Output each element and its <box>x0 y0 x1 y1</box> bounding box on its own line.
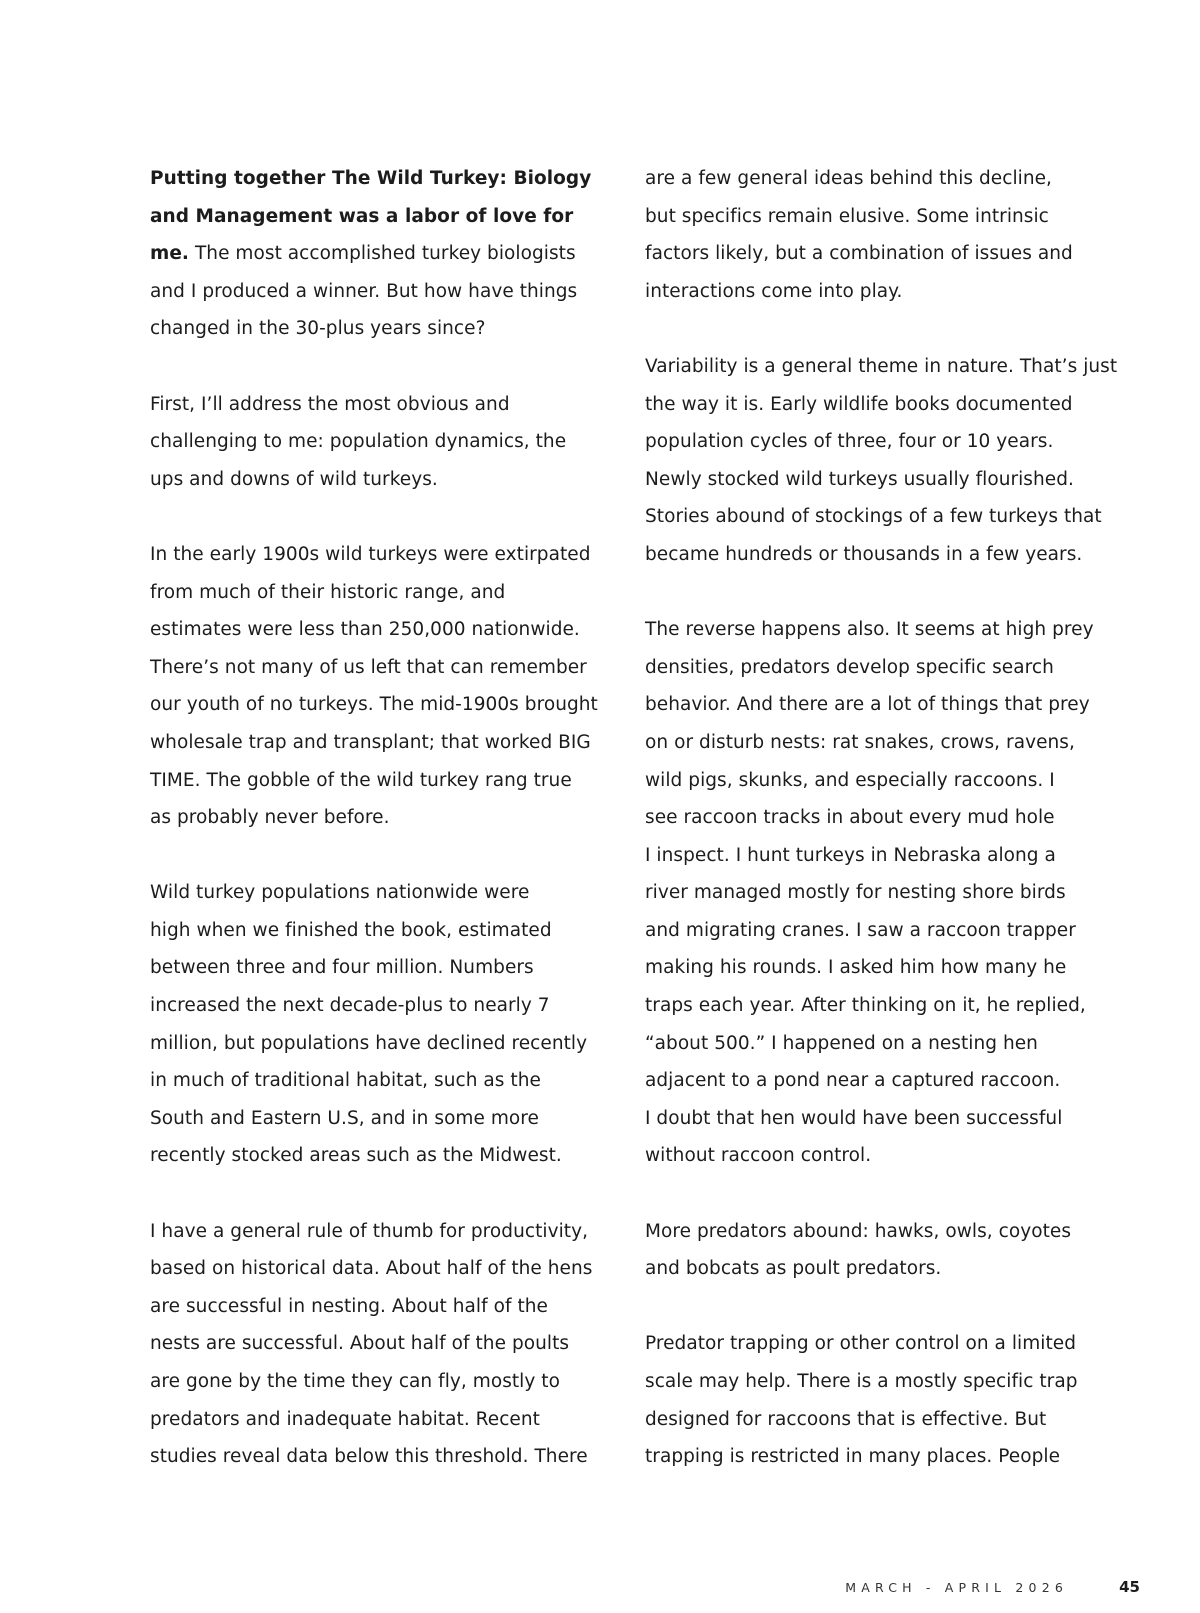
paragraph <box>150 536 602 837</box>
text-line: challenging to me: population dynamics, the <box>150 431 567 453</box>
text-line: nests are successful. About half of the poults <box>150 1333 570 1355</box>
intro-line-2 <box>150 198 602 236</box>
text-line: in much of traditional habitat, such as the <box>150 1070 541 1092</box>
text-line: without raccoon control. <box>645 1145 872 1167</box>
text-line: Variability is a general theme in nature. That’s just <box>645 355 1118 377</box>
lead-suffix-2: me. <box>150 243 190 265</box>
text-line: on or disturb nests: rat snakes, crows, ravens, <box>645 731 1075 753</box>
text-line: as probably never before. <box>150 807 390 829</box>
text-line: studies reveal data below this threshold. There <box>150 1446 588 1468</box>
text-line: traps each year. After thinking on it, he replied, <box>645 995 1086 1017</box>
paragraph <box>645 611 1105 1175</box>
text-line: Newly stocked wild turkeys usually flourished. <box>645 468 1074 490</box>
text-line: increased the next decade-plus to nearly 7 <box>150 995 550 1017</box>
page-footer <box>600 1580 1140 1606</box>
text-line: wholesale trap and transplant; that worked BIG <box>150 731 591 753</box>
paragraph <box>150 386 602 499</box>
text-line: are a few general ideas behind this decline, <box>645 168 1052 189</box>
text-line: The reverse happens also. It seems at high prey <box>645 619 1094 641</box>
text-line: the way it is. Early wildlife books documented <box>645 393 1073 415</box>
text-line: but specifics remain elusive. Some intrinsic <box>645 205 1049 227</box>
text-line: In the early 1900s wild turkeys were extirpated <box>150 543 591 565</box>
text-line: making his rounds. I asked him how many he <box>645 957 1067 979</box>
book-title-part-2: and Management <box>150 205 333 227</box>
text-line: became hundreds or thousands in a few years. <box>645 543 1083 565</box>
text-line: predators and inadequate habitat. Recent <box>150 1408 540 1430</box>
text-line: are successful in nesting. About half of the <box>150 1295 548 1317</box>
text-line: million, but populations have declined recently <box>150 1032 588 1054</box>
text-line: and migrating cranes. I saw a raccoon trapper <box>645 919 1076 941</box>
paragraph <box>150 874 602 1175</box>
intro-line-1 <box>150 160 602 198</box>
text-line: and bobcats as poult predators. <box>645 1258 942 1280</box>
text-line: densities, predators develop specific search <box>645 656 1054 678</box>
text-line: “about 500.” I happened on a nesting hen <box>645 1032 1038 1054</box>
text-line: between three and four million. Numbers <box>150 957 534 979</box>
text-line: I inspect. I hunt turkeys in Nebraska along a <box>645 844 1056 866</box>
text-line: population cycles of three, four or 10 years. <box>645 431 1054 453</box>
intro-line-4: and I produced a winner. But how have things <box>150 280 578 302</box>
text-line: recently stocked areas such as the Midwest. <box>150 1145 562 1167</box>
intro-text-1: The most accomplished turkey biologists <box>189 243 576 265</box>
paragraph <box>645 1213 1105 1288</box>
paragraph <box>150 1213 602 1476</box>
intro-paragraph <box>150 160 602 348</box>
text-line: Stories abound of stockings of a few turkeys that <box>645 506 1102 528</box>
right-column <box>645 160 1118 1476</box>
book-title-part-1: The Wild Turkey: Biology <box>331 168 592 189</box>
issue-date: MARCH - APRIL 2026 <box>845 1580 1068 1595</box>
lead-suffix-1: was a labor of love for <box>332 205 574 227</box>
text-line: scale may help. There is a mostly specific trap <box>645 1371 1078 1392</box>
text-line: South and Eastern U.S, and in some more <box>150 1107 539 1129</box>
text-line: behavior. And there are a lot of things that prey <box>645 694 1090 716</box>
text-line: estimates were less than 250,000 nationwide. <box>150 619 580 641</box>
text-line: ups and downs of wild turkeys. <box>150 468 438 490</box>
text-line: factors likely, but a combination of issues and <box>645 243 1073 265</box>
text-line: interactions come into play. <box>645 280 903 302</box>
text-line: river managed mostly for nesting shore birds <box>645 882 1066 904</box>
text-line: TIME. The gobble of the wild turkey rang true <box>150 769 572 791</box>
paragraph <box>645 1325 1105 1475</box>
text-line: designed for raccoons that is effective. But <box>645 1408 1047 1430</box>
lead-prefix: Putting together <box>150 168 332 189</box>
text-line: trapping is restricted in many places. People <box>645 1446 1061 1468</box>
paragraph <box>645 348 1118 574</box>
text-line: Wild turkey populations nationwide were <box>150 882 530 904</box>
text-line: wild pigs, skunks, and especially raccoons. I <box>645 769 1055 791</box>
text-line: high when we finished the book, estimated <box>150 919 552 941</box>
text-line: I have a general rule of thumb for productivity, <box>150 1220 588 1242</box>
text-line: based on historical data. About half of the hens <box>150 1258 593 1280</box>
text-line: There’s not many of us left that can remember <box>150 656 587 678</box>
text-line: are gone by the time they can fly, mostly to <box>150 1371 560 1392</box>
text-line: More predators abound: hawks, owls, coyotes <box>645 1220 1072 1242</box>
paragraph <box>645 160 1105 310</box>
text-line: our youth of no turkeys. The mid-1900s brought <box>150 694 598 716</box>
text-line: adjacent to a pond near a captured raccoon. <box>645 1070 1061 1092</box>
text-line: Predator trapping or other control on a limited <box>645 1333 1077 1355</box>
intro-line-5: changed in the 30-plus years since? <box>150 318 486 340</box>
text-line: from much of their historic range, and <box>150 581 506 603</box>
text-line: I doubt that hen would have been successful <box>645 1107 1063 1129</box>
text-line: see raccoon tracks in about every mud hole <box>645 807 1055 829</box>
page-number: 45 <box>1119 1578 1140 1596</box>
text-line: First, I’ll address the most obvious and <box>150 393 510 415</box>
intro-line-3 <box>150 235 602 273</box>
left-column <box>150 160 602 1476</box>
